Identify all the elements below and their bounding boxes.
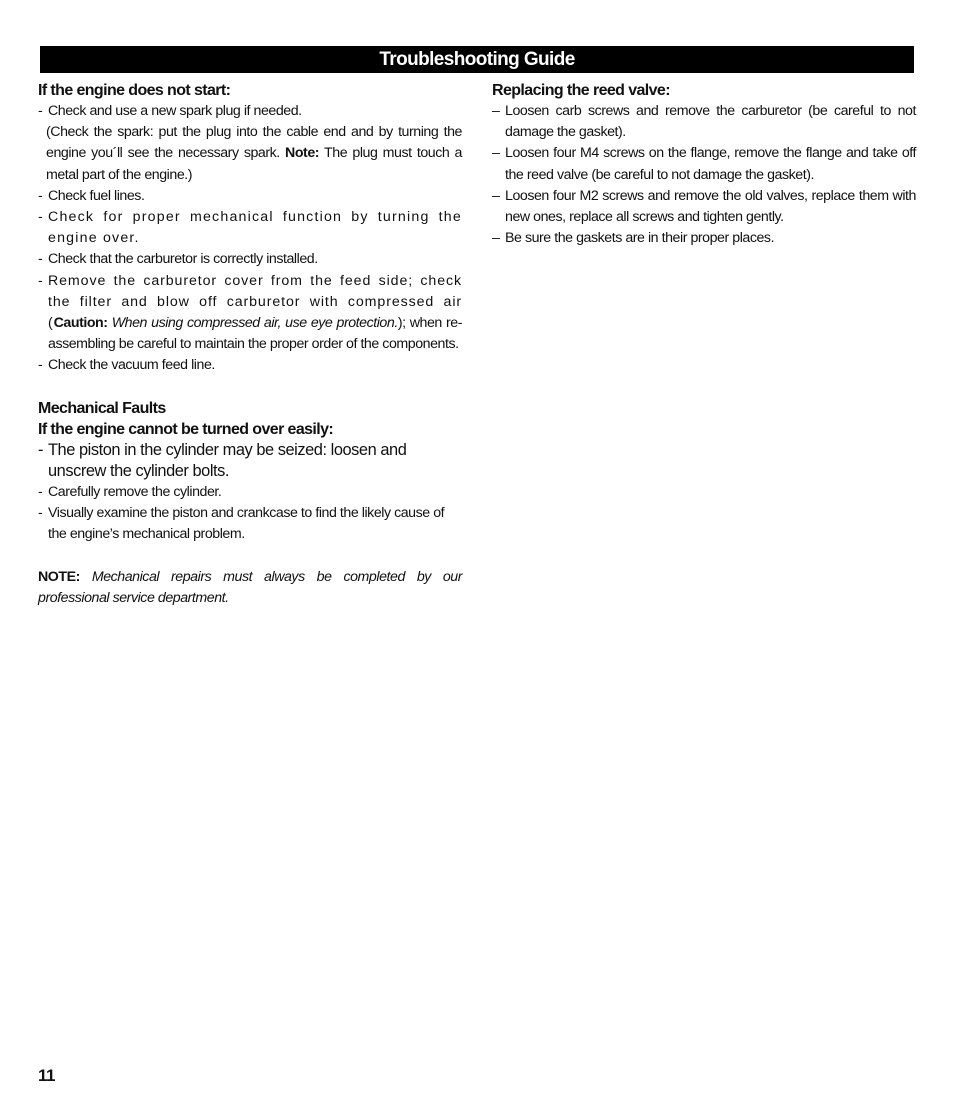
bullet-dash: – xyxy=(492,145,500,162)
section-heading-mechanical: Mechanical Faults xyxy=(38,399,166,417)
bullet-dash: - xyxy=(38,357,43,374)
bullet-dash: - xyxy=(38,209,43,226)
note-label: NOTE: xyxy=(38,568,80,585)
right-column xyxy=(492,80,916,249)
bullet-dash: - xyxy=(38,505,43,522)
spark-check-paragraph xyxy=(38,122,462,186)
note-label: Note: xyxy=(285,145,320,162)
bullet-dash: - xyxy=(38,187,43,204)
list-item xyxy=(38,482,462,503)
list-item-text: Loosen carb screws and remove the carburetor (be careful to not damage the gasket). xyxy=(505,103,916,141)
list-item-text: Check the vacuum feed line. xyxy=(48,357,215,374)
bullet-dash: - xyxy=(38,103,43,119)
list-item-text: Be sure the gaskets are in their proper places. xyxy=(505,230,775,247)
bullet-dash: - xyxy=(38,272,43,289)
page-title: Troubleshooting Guide xyxy=(379,49,575,70)
bullet-dash: - xyxy=(38,484,43,501)
list-item xyxy=(38,503,462,545)
list-item xyxy=(38,271,462,356)
bullet-dash: - xyxy=(38,440,44,459)
list-item xyxy=(492,186,916,228)
list-item-text: Visually examine the piston and crankcase to find the likely cause of the engine’s mechanical problem. xyxy=(48,505,445,543)
section-heading-turn-over: If the engine cannot be turned over easily: xyxy=(38,420,334,438)
note-text: Mechanical repairs must always be completed by our professional service department. xyxy=(38,568,462,606)
bullet-dash: – xyxy=(492,187,500,204)
list-item xyxy=(492,143,916,185)
bullet-dash: – xyxy=(492,103,500,119)
bullet-dash: – xyxy=(492,230,500,247)
list-item xyxy=(38,440,462,482)
list-item-text: The piston in the cylinder may be seized: loosen and unscrew the cylinder bolts. xyxy=(48,440,407,480)
list-item-text: Check and use a new spark plug if needed. xyxy=(48,103,302,119)
caution-label: Caution: xyxy=(53,315,108,332)
spark-check-text-end: The plug must touch a metal part of the engine.) xyxy=(46,145,462,183)
list-item-text: Check for proper mechanical function by turning the engine over. xyxy=(48,209,462,247)
list-item xyxy=(38,249,462,270)
spark-check-text: (Check the spark: put the plug into the cable end and by turning the engine you´ll see the necessary spark. xyxy=(46,124,462,162)
carb-cover-text: Remove the carburetor cover from the feed side; check the filter and blow off carburetor with compressed air ( xyxy=(48,272,462,332)
list-item-text: Check fuel lines. xyxy=(48,187,145,204)
bullet-dash: - xyxy=(38,251,43,268)
list-item xyxy=(38,355,462,376)
list-item xyxy=(38,207,462,249)
list-item xyxy=(38,101,462,122)
list-item-text xyxy=(48,271,462,356)
page-title-bar xyxy=(40,46,914,73)
list-item-text: Carefully remove the cylinder. xyxy=(48,484,222,501)
left-column xyxy=(38,80,462,609)
list-item xyxy=(38,186,462,207)
page-number: 11 xyxy=(38,1066,55,1085)
list-item-text: Check that the carburetor is correctly installed. xyxy=(48,251,318,268)
section-heading-reed-valve: Replacing the reed valve: xyxy=(492,82,670,99)
note-paragraph xyxy=(38,567,462,609)
list-item xyxy=(492,101,916,143)
list-item-text: Loosen four M4 screws on the flange, remove the flange and take off the reed valve (be careful to not damage the gasket). xyxy=(505,145,916,183)
list-item-text: Loosen four M2 screws and remove the old valves, replace them with new ones, replace all screws and tighten gently. xyxy=(505,187,916,226)
list-item xyxy=(492,228,916,249)
section-heading-no-start: If the engine does not start: xyxy=(38,82,231,99)
caution-text: When using compressed air, use eye protection. xyxy=(111,315,398,332)
carb-cover-text-end: ); when re-assembling be careful to maintain the proper order of the components. xyxy=(48,315,462,353)
